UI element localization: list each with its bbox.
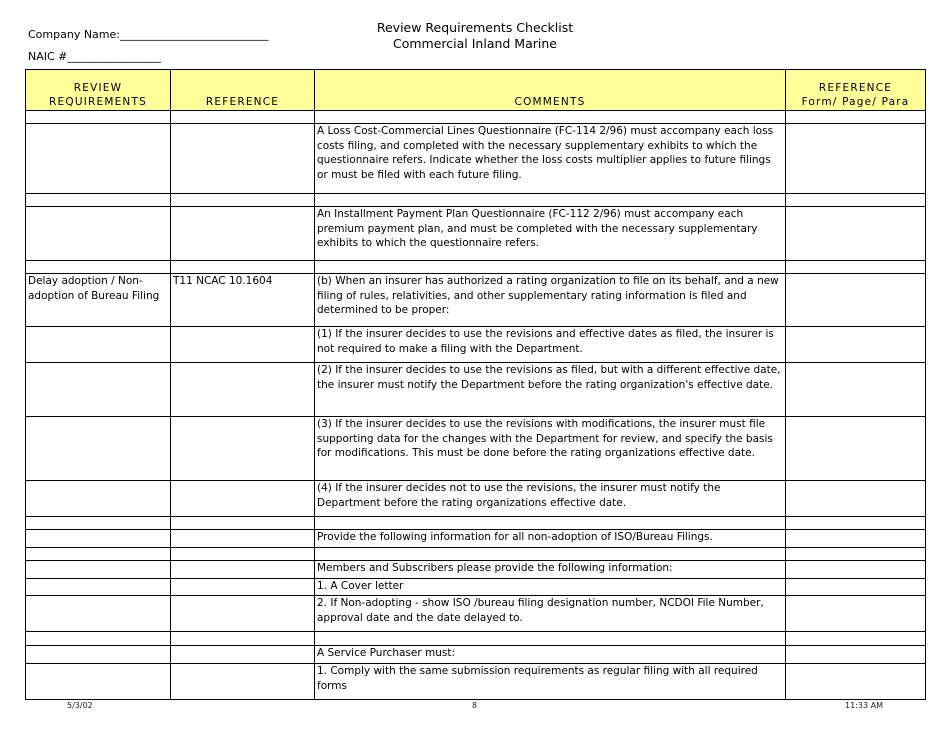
footer-time: 11:33 AM xyxy=(845,701,883,710)
reference-cell xyxy=(171,194,315,207)
reference-cell xyxy=(171,664,315,700)
reference-cell xyxy=(171,548,315,561)
ref-form-cell xyxy=(786,124,926,194)
ref-form-cell xyxy=(786,664,926,700)
reference-cell xyxy=(171,530,315,548)
table-row xyxy=(26,194,926,207)
ref-form-cell xyxy=(786,327,926,363)
review-checklist-table xyxy=(25,69,926,700)
review-cell xyxy=(26,579,171,596)
ref-form-cell xyxy=(786,517,926,530)
title-line-1: Review Requirements Checklist xyxy=(376,20,574,35)
ref-form-cell xyxy=(786,207,926,261)
column-header-review: REVIEW REQUIREMENTS xyxy=(26,70,171,111)
reference-cell xyxy=(171,417,315,481)
table-row xyxy=(26,596,926,632)
review-cell xyxy=(26,363,171,417)
reference-cell xyxy=(171,646,315,664)
table-row xyxy=(26,632,926,646)
comment-cell xyxy=(315,194,786,207)
comment-cell xyxy=(315,261,786,274)
ref-form-cell xyxy=(786,481,926,517)
ref-form-cell xyxy=(786,274,926,327)
reference-cell xyxy=(171,124,315,194)
ref-form-cell xyxy=(786,194,926,207)
review-cell xyxy=(26,530,171,548)
comment-cell: (2) If the insurer decides to use the revisions as filed, but with a different effective date, the insurer must notify the Department before the rating organization's effective date. xyxy=(315,363,786,417)
review-cell xyxy=(26,632,171,646)
comment-cell: 2. If Non-adopting - show ISO /bureau filing designation number, NCDOI File Number, approval date and the date delayed to. xyxy=(315,596,786,632)
header-row xyxy=(26,70,926,111)
review-cell xyxy=(26,417,171,481)
reference-cell xyxy=(171,363,315,417)
table-row xyxy=(26,327,926,363)
review-cell xyxy=(26,124,171,194)
comment-cell: 1. A Cover letter xyxy=(315,579,786,596)
review-cell xyxy=(26,261,171,274)
comment-cell xyxy=(315,548,786,561)
footer-date: 5/3/02 xyxy=(67,701,93,710)
reference-cell xyxy=(171,327,315,363)
review-cell xyxy=(26,517,171,530)
comment-cell: 1. Comply with the same submission requirements as regular filing with all required forms xyxy=(315,664,786,700)
ref-form-cell xyxy=(786,632,926,646)
comment-cell: (b) When an insurer has authorized a rating organization to file on its behalf, and a new filing of rules, relativities, and other supplementary rating information is filed and determined to be proper: xyxy=(315,274,786,327)
comment-cell xyxy=(315,111,786,124)
table-row xyxy=(26,417,926,481)
ref-form-cell xyxy=(786,646,926,664)
company-name-blank[interactable]: ___________________________ xyxy=(120,28,269,41)
column-header-reference: REFERENCE xyxy=(171,70,315,111)
ref-form-cell xyxy=(786,596,926,632)
ref-form-cell xyxy=(786,261,926,274)
comment-cell xyxy=(315,632,786,646)
review-cell xyxy=(26,664,171,700)
footer-page-number: 8 xyxy=(472,701,478,710)
naic-blank[interactable]: _________________ xyxy=(67,50,161,63)
reference-cell xyxy=(171,596,315,632)
ref-form-cell xyxy=(786,579,926,596)
review-cell: Delay adoption / Non-adoption of Bureau Filing xyxy=(26,274,171,327)
table-row xyxy=(26,481,926,517)
table-row xyxy=(26,579,926,596)
naic-field xyxy=(28,50,161,63)
naic-label: NAIC # xyxy=(28,50,68,63)
ref-form-cell xyxy=(786,417,926,481)
comment-cell: Members and Subscribers please provide the following information: xyxy=(315,561,786,579)
review-cell xyxy=(26,596,171,632)
reference-cell xyxy=(171,261,315,274)
comment-cell: (3) If the insurer decides to use the revisions with modifications, the insurer must file supporting data for the changes with the Department for review, and specify the basis for modifications. This must be done before the rating organizations effective date. xyxy=(315,417,786,481)
reference-cell xyxy=(171,517,315,530)
table-row xyxy=(26,530,926,548)
review-cell xyxy=(26,561,171,579)
comment-cell: A Loss Cost-Commercial Lines Questionnaire (FC-114 2/96) must accompany each loss costs filing, and completed with the necessary supplementary exhibits to which the questionnaire refers. Indicate whether the loss costs multiplier applies to future filings or must be filed with each future filing. xyxy=(315,124,786,194)
comment-cell: A Service Purchaser must: xyxy=(315,646,786,664)
reference-cell xyxy=(171,579,315,596)
table-row xyxy=(26,261,926,274)
ref-form-cell xyxy=(786,548,926,561)
table-row xyxy=(26,517,926,530)
table-row xyxy=(26,548,926,561)
ref-form-cell xyxy=(786,561,926,579)
reference-cell xyxy=(171,481,315,517)
table-row xyxy=(26,561,926,579)
table-row xyxy=(26,111,926,124)
table-row xyxy=(26,207,926,261)
comment-cell xyxy=(315,517,786,530)
company-name-label: Company Name: xyxy=(28,28,120,41)
table-row xyxy=(26,124,926,194)
column-header-comments: COMMENTS xyxy=(315,70,786,111)
table-row xyxy=(26,274,926,327)
review-cell xyxy=(26,111,171,124)
comment-cell: (4) If the insurer decides not to use the revisions, the insurer must notify the Department before the rating organizations effective date. xyxy=(315,481,786,517)
reference-cell: T11 NCAC 10.1604 xyxy=(171,274,315,327)
ref-form-cell xyxy=(786,363,926,417)
comment-cell: An Installment Payment Plan Questionnaire (FC-112 2/96) must accompany each premium payment plan, and must be completed with the necessary supplementary exhibits to which the questionnaire refers. xyxy=(315,207,786,261)
reference-cell xyxy=(171,561,315,579)
review-cell xyxy=(26,207,171,261)
comment-cell: Provide the following information for all non-adoption of ISO/Bureau Filings. xyxy=(315,530,786,548)
review-cell xyxy=(26,646,171,664)
reference-cell xyxy=(171,111,315,124)
review-cell xyxy=(26,481,171,517)
ref-form-cell xyxy=(786,111,926,124)
table-row xyxy=(26,363,926,417)
reference-cell xyxy=(171,207,315,261)
document-title xyxy=(300,20,650,52)
table-row xyxy=(26,664,926,700)
review-cell xyxy=(26,548,171,561)
company-name-field xyxy=(28,28,269,41)
title-line-2: Commercial Inland Marine xyxy=(393,36,557,51)
column-header-ref-form: REFERENCE Form/ Page/ Para xyxy=(786,70,926,111)
table-row xyxy=(26,646,926,664)
ref-form-cell xyxy=(786,530,926,548)
review-cell xyxy=(26,327,171,363)
reference-cell xyxy=(171,632,315,646)
comment-cell: (1) If the insurer decides to use the revisions and effective dates as filed, the insurer is not required to make a filing with the Department. xyxy=(315,327,786,363)
review-cell xyxy=(26,194,171,207)
